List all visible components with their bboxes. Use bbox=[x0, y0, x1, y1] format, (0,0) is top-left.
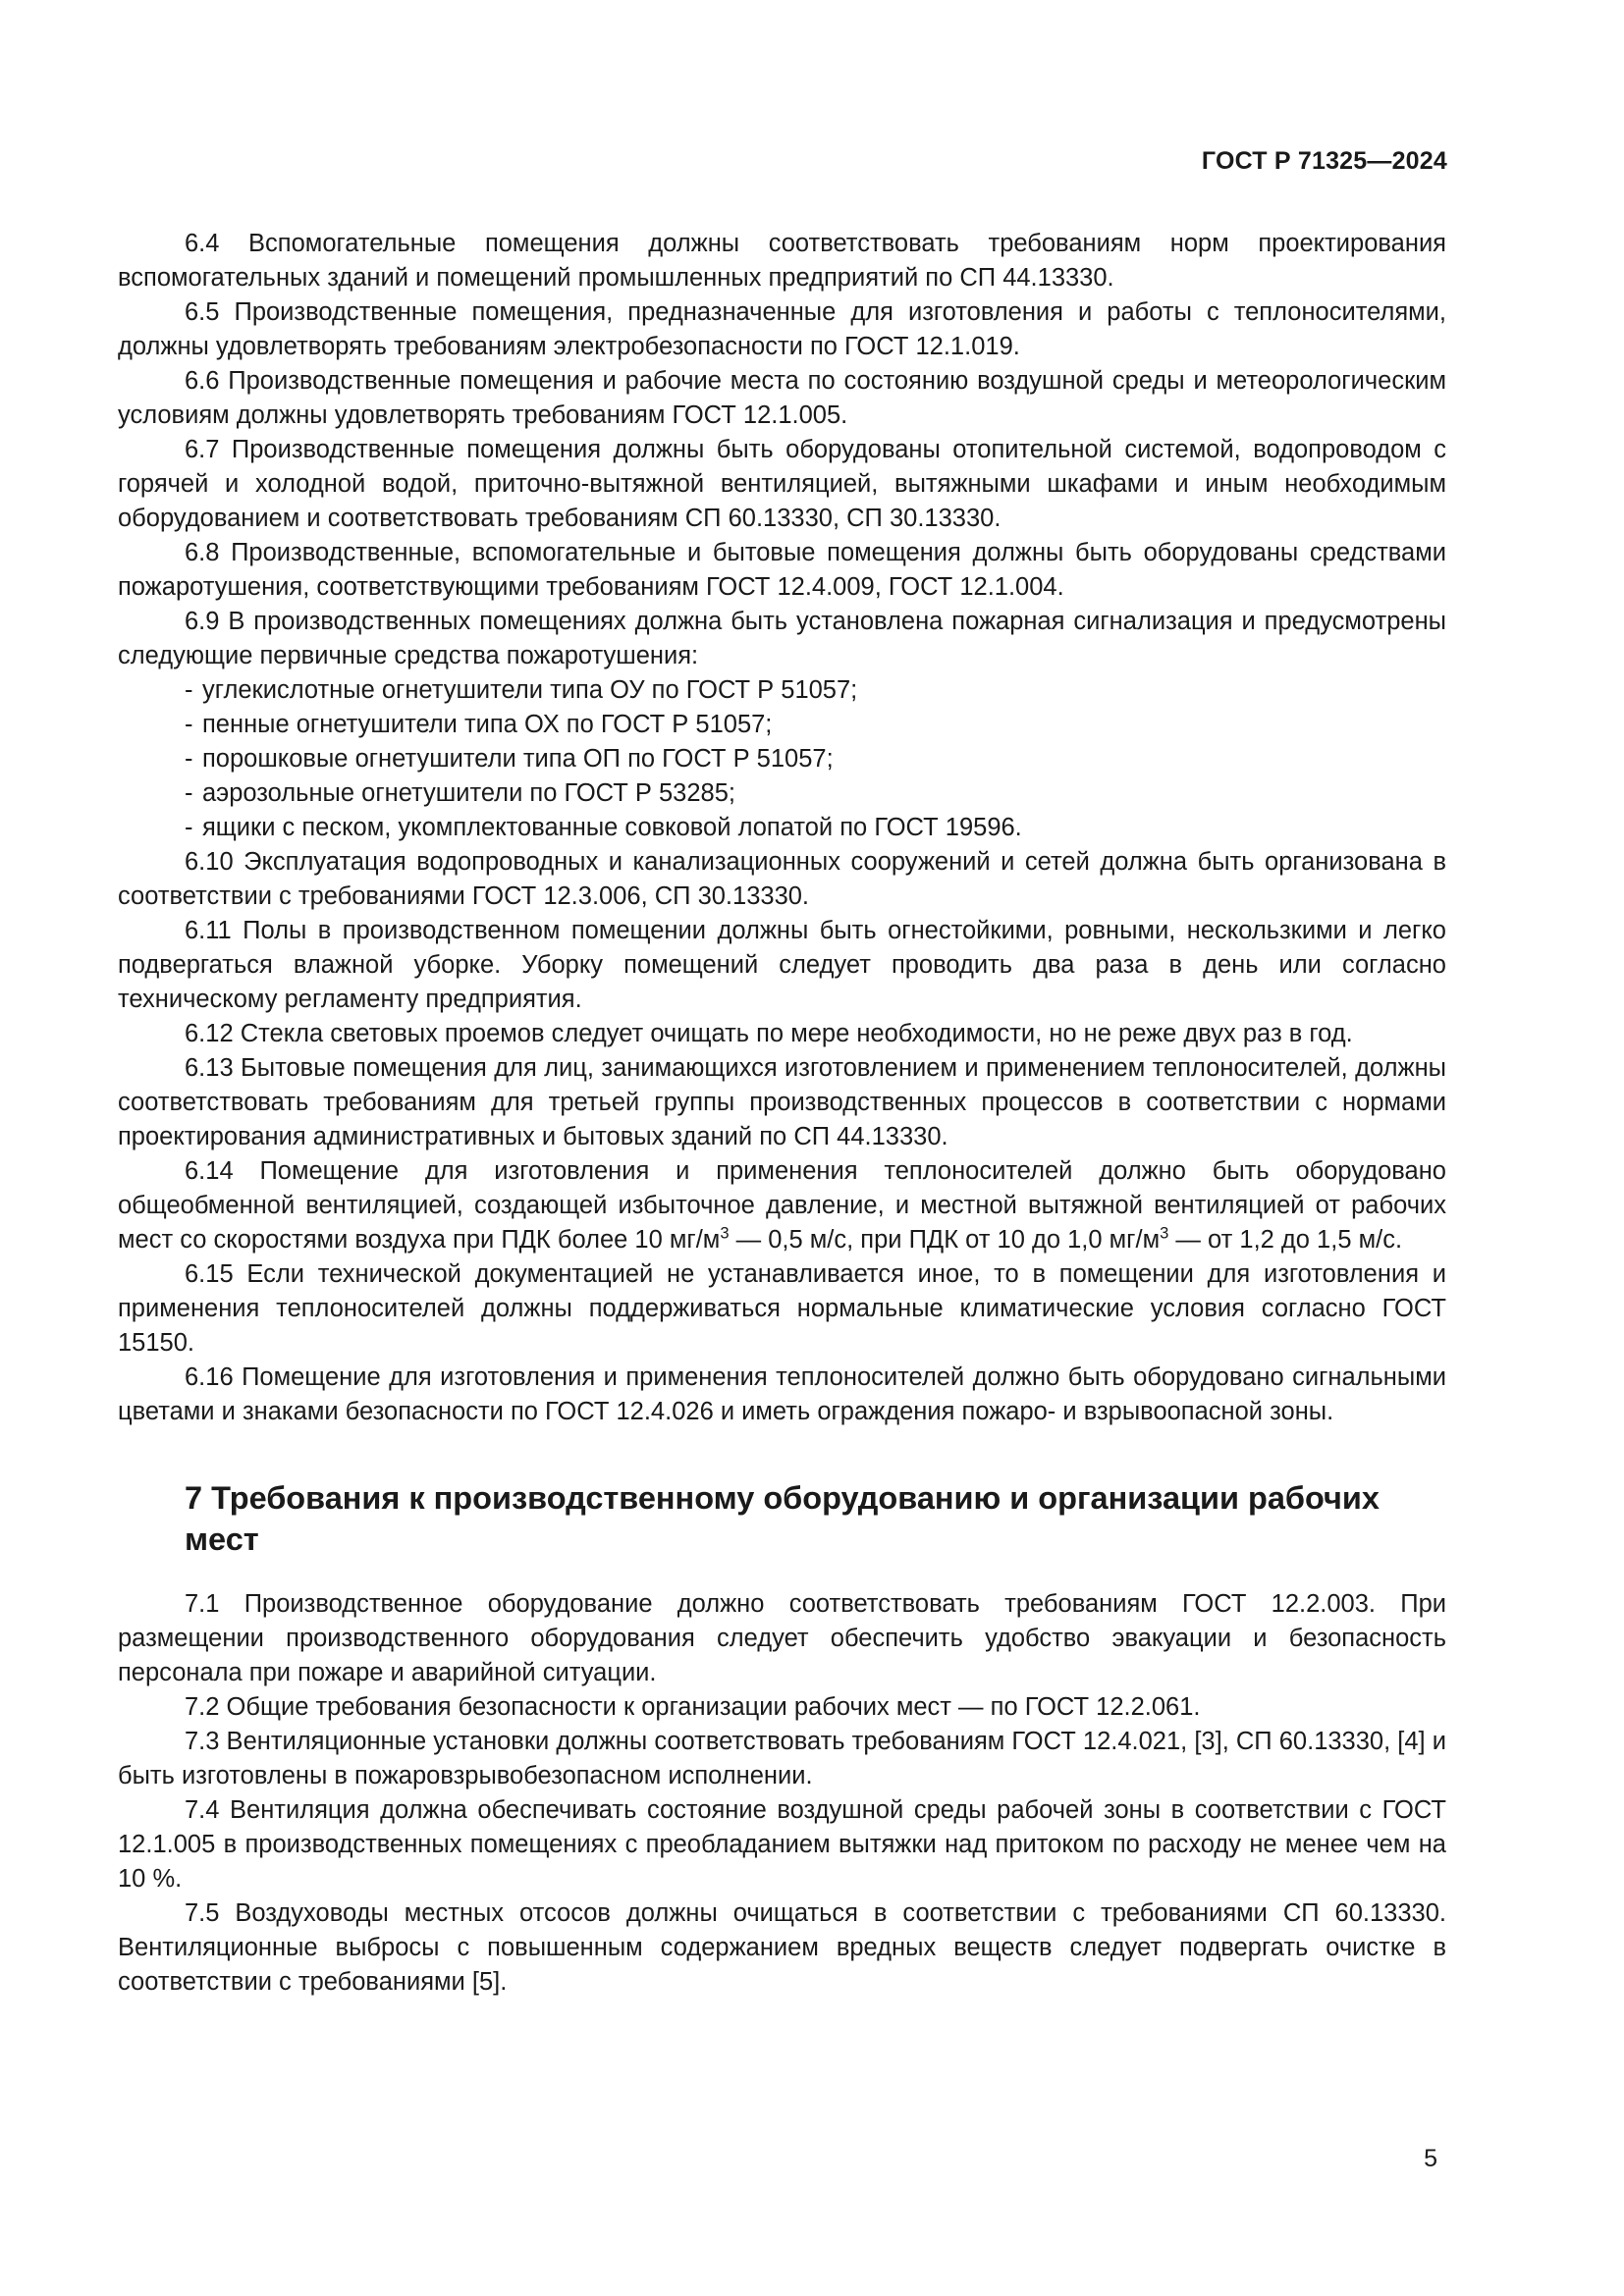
document-code-header: ГОСТ Р 71325—2024 bbox=[1201, 147, 1447, 175]
paragraph-7-3: 7.3 Вентиляционные установки должны соответствовать требованиям ГОСТ 12.4.021, [3], СП 60.13330, [4] и быть изготовлены в пожаровзрывобезопасном исполнении. bbox=[118, 1728, 1446, 1789]
superscript-3: 3 bbox=[1160, 1223, 1169, 1243]
paragraph-6-4: 6.4 Вспомогательные помещения должны соответствовать требованиям норм проектирования вспомогательных зданий и помещений промышленных предприятий по СП 44.13330. bbox=[118, 230, 1446, 292]
paragraph-6-6: 6.6 Производственные помещения и рабочие места по состоянию воздушной среды и метеорологическим условиям должны удовлетворять требованиям ГОСТ 12.1.005. bbox=[118, 367, 1446, 429]
paragraph-7-1: 7.1 Производственное оборудование должно соответствовать требованиям ГОСТ 12.2.003. При размещении производственного оборудования следует обеспечить удобство эвакуации и безопасность персонала при пожаре и аварийной ситуации. bbox=[118, 1590, 1446, 1686]
paragraph-6-14-part3: — от 1,2 до 1,5 м/с. bbox=[1168, 1226, 1403, 1254]
paragraph-6-15: 6.15 Если технической документацией не устанавливается иное, то в помещении для изготовления и применения теплоносителей должны поддерживаться нормальные климатические условия согласно ГОСТ 15150. bbox=[118, 1260, 1446, 1357]
list-item-text: ящики с песком, укомплектованные совковой лопатой по ГОСТ 19596. bbox=[202, 814, 1022, 841]
paragraph-6-14 bbox=[118, 1154, 1446, 1257]
paragraph-6-5: 6.5 Производственные помещения, предназначенные для изготовления и работы с теплоносителями, должны удовлетворять требованиям электробезопасности по ГОСТ 12.1.019. bbox=[118, 298, 1446, 360]
paragraph-6-16: 6.16 Помещение для изготовления и применения теплоносителей должно быть оборудовано сигнальными цветами и знаками безопасности по ГОСТ 12.4.026 и иметь ограждения пожаро- и взрывоопасной зоны. bbox=[118, 1363, 1446, 1425]
paragraph-6-11: 6.11 Полы в производственном помещении должны быть огнестойкими, ровными, нескользкими и легко подвергаться влажной уборке. Уборку помещений следует проводить два раза в день или согласно техническому регламенту предприятия. bbox=[118, 917, 1446, 1013]
list-item bbox=[118, 742, 1446, 776]
fire-extinguisher-list bbox=[118, 673, 1446, 845]
paragraph-7-5: 7.5 Воздуховоды местных отсосов должны очищаться в соответствии с требованиями СП 60.13330. Вентиляционные выбросы с повышенным содержанием вредных веществ следует подвергать очистке в соответствии с требованиями [5]. bbox=[118, 1899, 1446, 1996]
list-dash: - bbox=[185, 814, 193, 841]
section-7-heading: 7 Требования к производственному оборудованию и организации рабочих мест bbox=[185, 1480, 1380, 1557]
paragraph-6-14-part2: — 0,5 м/с, при ПДК от 10 до 1,0 мг/м bbox=[729, 1226, 1161, 1254]
list-item-text: порошковые огнетушители типа ОП по ГОСТ Р 51057; bbox=[202, 745, 834, 773]
paragraph-6-8: 6.8 Производственные, вспомогательные и бытовые помещения должны быть оборудованы средствами пожаротушения, соответствующими требованиям ГОСТ 12.4.009, ГОСТ 12.1.004. bbox=[118, 539, 1446, 601]
paragraph-6-12: 6.12 Стекла световых проемов следует очищать по мере необходимости, но не реже двух раз в год. bbox=[185, 1020, 1353, 1047]
list-dash: - bbox=[185, 676, 193, 704]
list-dash: - bbox=[185, 711, 193, 738]
list-dash: - bbox=[185, 779, 193, 807]
list-item bbox=[118, 708, 1446, 742]
page-number: 5 bbox=[1424, 2145, 1437, 2172]
list-dash: - bbox=[185, 745, 193, 773]
paragraph-6-13: 6.13 Бытовые помещения для лиц, занимающихся изготовлением и применением теплоносителей, должны соответствовать требованиям для третьей группы производственных процессов в соответствии с нормами проектирования административных и бытовых зданий по СП 44.13330. bbox=[118, 1054, 1446, 1150]
list-item bbox=[118, 811, 1446, 845]
paragraph-7-4: 7.4 Вентиляция должна обеспечивать состояние воздушной среды рабочей зоны в соответствии с ГОСТ 12.1.005 в производственных помещениях с преобладанием вытяжки над притоком по расходу не менее чем на 10 %. bbox=[118, 1796, 1446, 1893]
paragraph-7-2: 7.2 Общие требования безопасности к организации рабочих мест — по ГОСТ 12.2.061. bbox=[185, 1693, 1201, 1721]
paragraph-6-14-part1: 6.14 Помещение для изготовления и применения теплоносителей должно быть оборудовано общеобменной вентиляцией, создающей избыточное давление, и местной вытяжной вентиляцией от рабочих мест со скоростями воздуха при ПДК более 10 мг/м bbox=[118, 1157, 1446, 1254]
list-item-text: пенные огнетушители типа ОХ по ГОСТ Р 51057; bbox=[202, 711, 773, 738]
list-item-text: углекислотные огнетушители типа ОУ по ГОСТ Р 51057; bbox=[202, 676, 858, 704]
paragraph-6-9: 6.9 В производственных помещениях должна быть установлена пожарная сигнализация и предусмотрены следующие первичные средства пожаротушения: bbox=[118, 608, 1446, 669]
paragraph-6-10: 6.10 Эксплуатация водопроводных и канализационных сооружений и сетей должна быть организована в соответствии с требованиями ГОСТ 12.3.006, СП 30.13330. bbox=[118, 848, 1446, 910]
list-item bbox=[118, 776, 1446, 811]
list-item bbox=[118, 673, 1446, 708]
list-item-text: аэрозольные огнетушители по ГОСТ Р 53285; bbox=[202, 779, 735, 807]
superscript-3: 3 bbox=[720, 1223, 730, 1243]
paragraph-6-7: 6.7 Производственные помещения должны быть оборудованы отопительной системой, водопроводом с горячей и холодной водой, приточно-вытяжной вентиляцией, вытяжными шкафами и иным необходимым оборудованием и соответствовать требованиям СП 60.13330, СП 30.13330. bbox=[118, 436, 1446, 532]
document-body bbox=[118, 227, 1446, 2000]
